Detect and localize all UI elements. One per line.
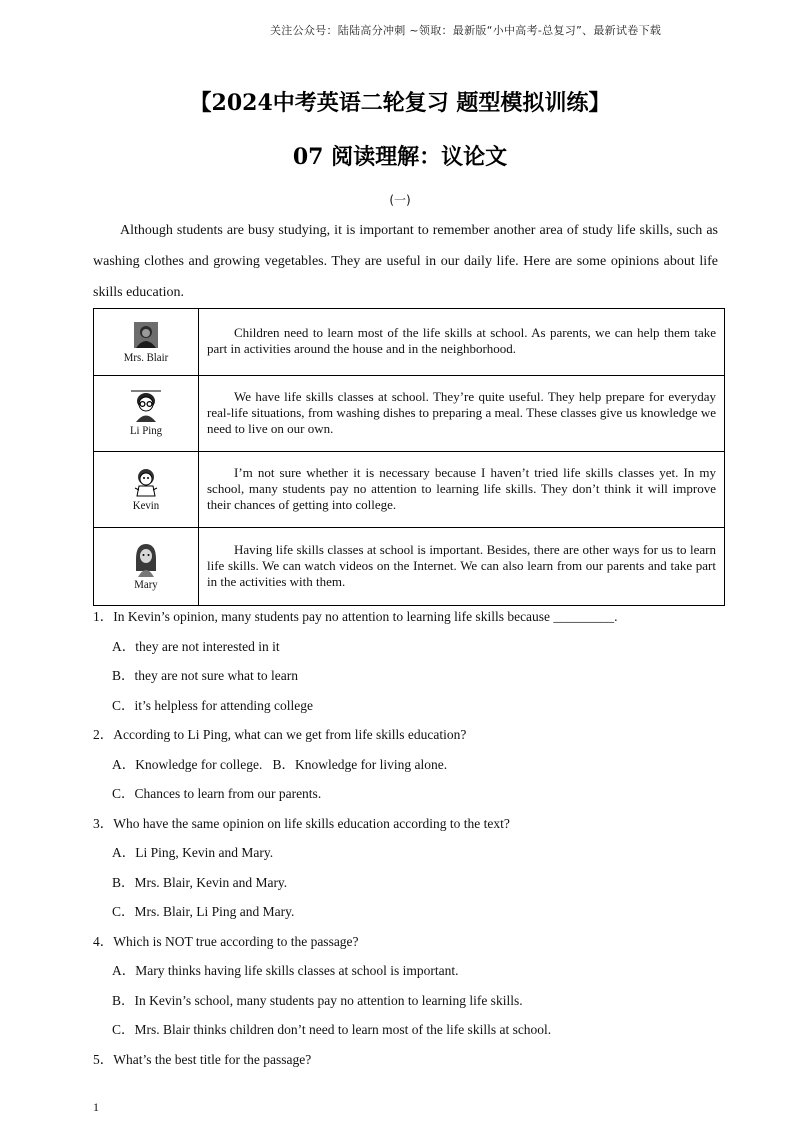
answer-option: C．Mrs. Blair, Li Ping and Mary. (112, 904, 295, 919)
opinion-text: Children need to learn most of the life skills at school. As parents, we can help them take part in activities around the house and in the neighborhood. (199, 309, 725, 376)
answer-option: A．they are not interested in it (112, 638, 280, 654)
answer-option: C．Mrs. Blair thinks children don’t need to learn most of the life skills at school. (112, 1022, 552, 1037)
person-cell (94, 309, 199, 376)
answer-option: B．they are not sure what to learn (112, 668, 298, 683)
boy-cartoon-icon (131, 466, 161, 498)
opinion-row-mrs-blair (94, 309, 725, 376)
intro-paragraph: Although students are busy studying, it is important to remember another area of study life skills, such as washing clothes and growing vegetables. They are useful in our daily life. Here are some opinions about life skills education. (93, 223, 718, 300)
answer-option: A．Knowledge for college. B．Knowledge for living alone. (112, 756, 448, 772)
page-number: 1 (93, 1100, 99, 1114)
boy-with-glasses-icon (129, 389, 163, 423)
question-stem: 4．Which is NOT true according to the passage? (93, 933, 359, 949)
answer-option: B．Mrs. Blair, Kevin and Mary. (112, 874, 288, 890)
answer-option: C．it’s helpless for attending college (112, 697, 313, 713)
answer-option: C．Chances to learn from our parents. (112, 786, 322, 801)
person-cell (94, 528, 199, 606)
header-promo-note: 关注公众号：陆陆高分冲刺 ~领取：最新版“小中高考-总复习”、最新试卷下载 (270, 24, 662, 37)
girl-portrait-icon (131, 541, 161, 577)
woman-portrait-icon (132, 320, 160, 350)
person-name: Mary (134, 577, 158, 591)
opinion-text: I’m not sure whether it is necessary because I haven’t tried life skills classes yet. In my school, many students pay no attention to learning life skills. They don’t think it will improve their chances of getting into college. (199, 452, 725, 528)
opinion-row-mary (94, 528, 725, 606)
opinions-table (93, 308, 725, 606)
question-stem: 3．Who have the same opinion on life skills education according to the text? (93, 815, 510, 831)
answer-option: B．In Kevin’s school, many students pay no attention to learning life skills. (112, 992, 523, 1008)
opinion-row-li-ping (94, 376, 725, 452)
questions-list (93, 602, 733, 1074)
opinion-text: We have life skills classes at school. They’re quite useful. They help prepare for everyday real-life situations, from washing dishes to preparing a meal. These classes give us knowledge we need to live on our own. (199, 376, 725, 452)
person-cell (94, 376, 199, 452)
person-name: Li Ping (129, 423, 163, 437)
question-stem: 2．According to Li Ping, what can we get from life skills education? (93, 727, 467, 742)
opinion-text: Having life skills classes at school is important. Besides, there are other ways for us to learn life skills. We can watch videos on the Internet. We can also learn from our parents and take part in the activities with them. (199, 528, 725, 606)
person-name: Mrs. Blair (123, 349, 169, 364)
document-subtitle: 07 阅读理解：议论文 (292, 144, 508, 170)
person-name: Kevin (132, 498, 160, 512)
answer-option: A．Li Ping, Kevin and Mary. (112, 845, 274, 860)
question-stem: 1．In Kevin’s opinion, many students pay no attention to learning life skills because _________. (93, 609, 618, 624)
document-title: 【2024中考英语二轮复习 题型模拟训练】 (189, 90, 611, 116)
opinion-row-kevin (94, 452, 725, 528)
person-cell (94, 452, 199, 528)
answer-option: A．Mary thinks having life skills classes at school is important. (112, 963, 459, 978)
question-stem: 5．What’s the best title for the passage? (93, 1051, 312, 1067)
section-label: (一) (389, 193, 411, 207)
